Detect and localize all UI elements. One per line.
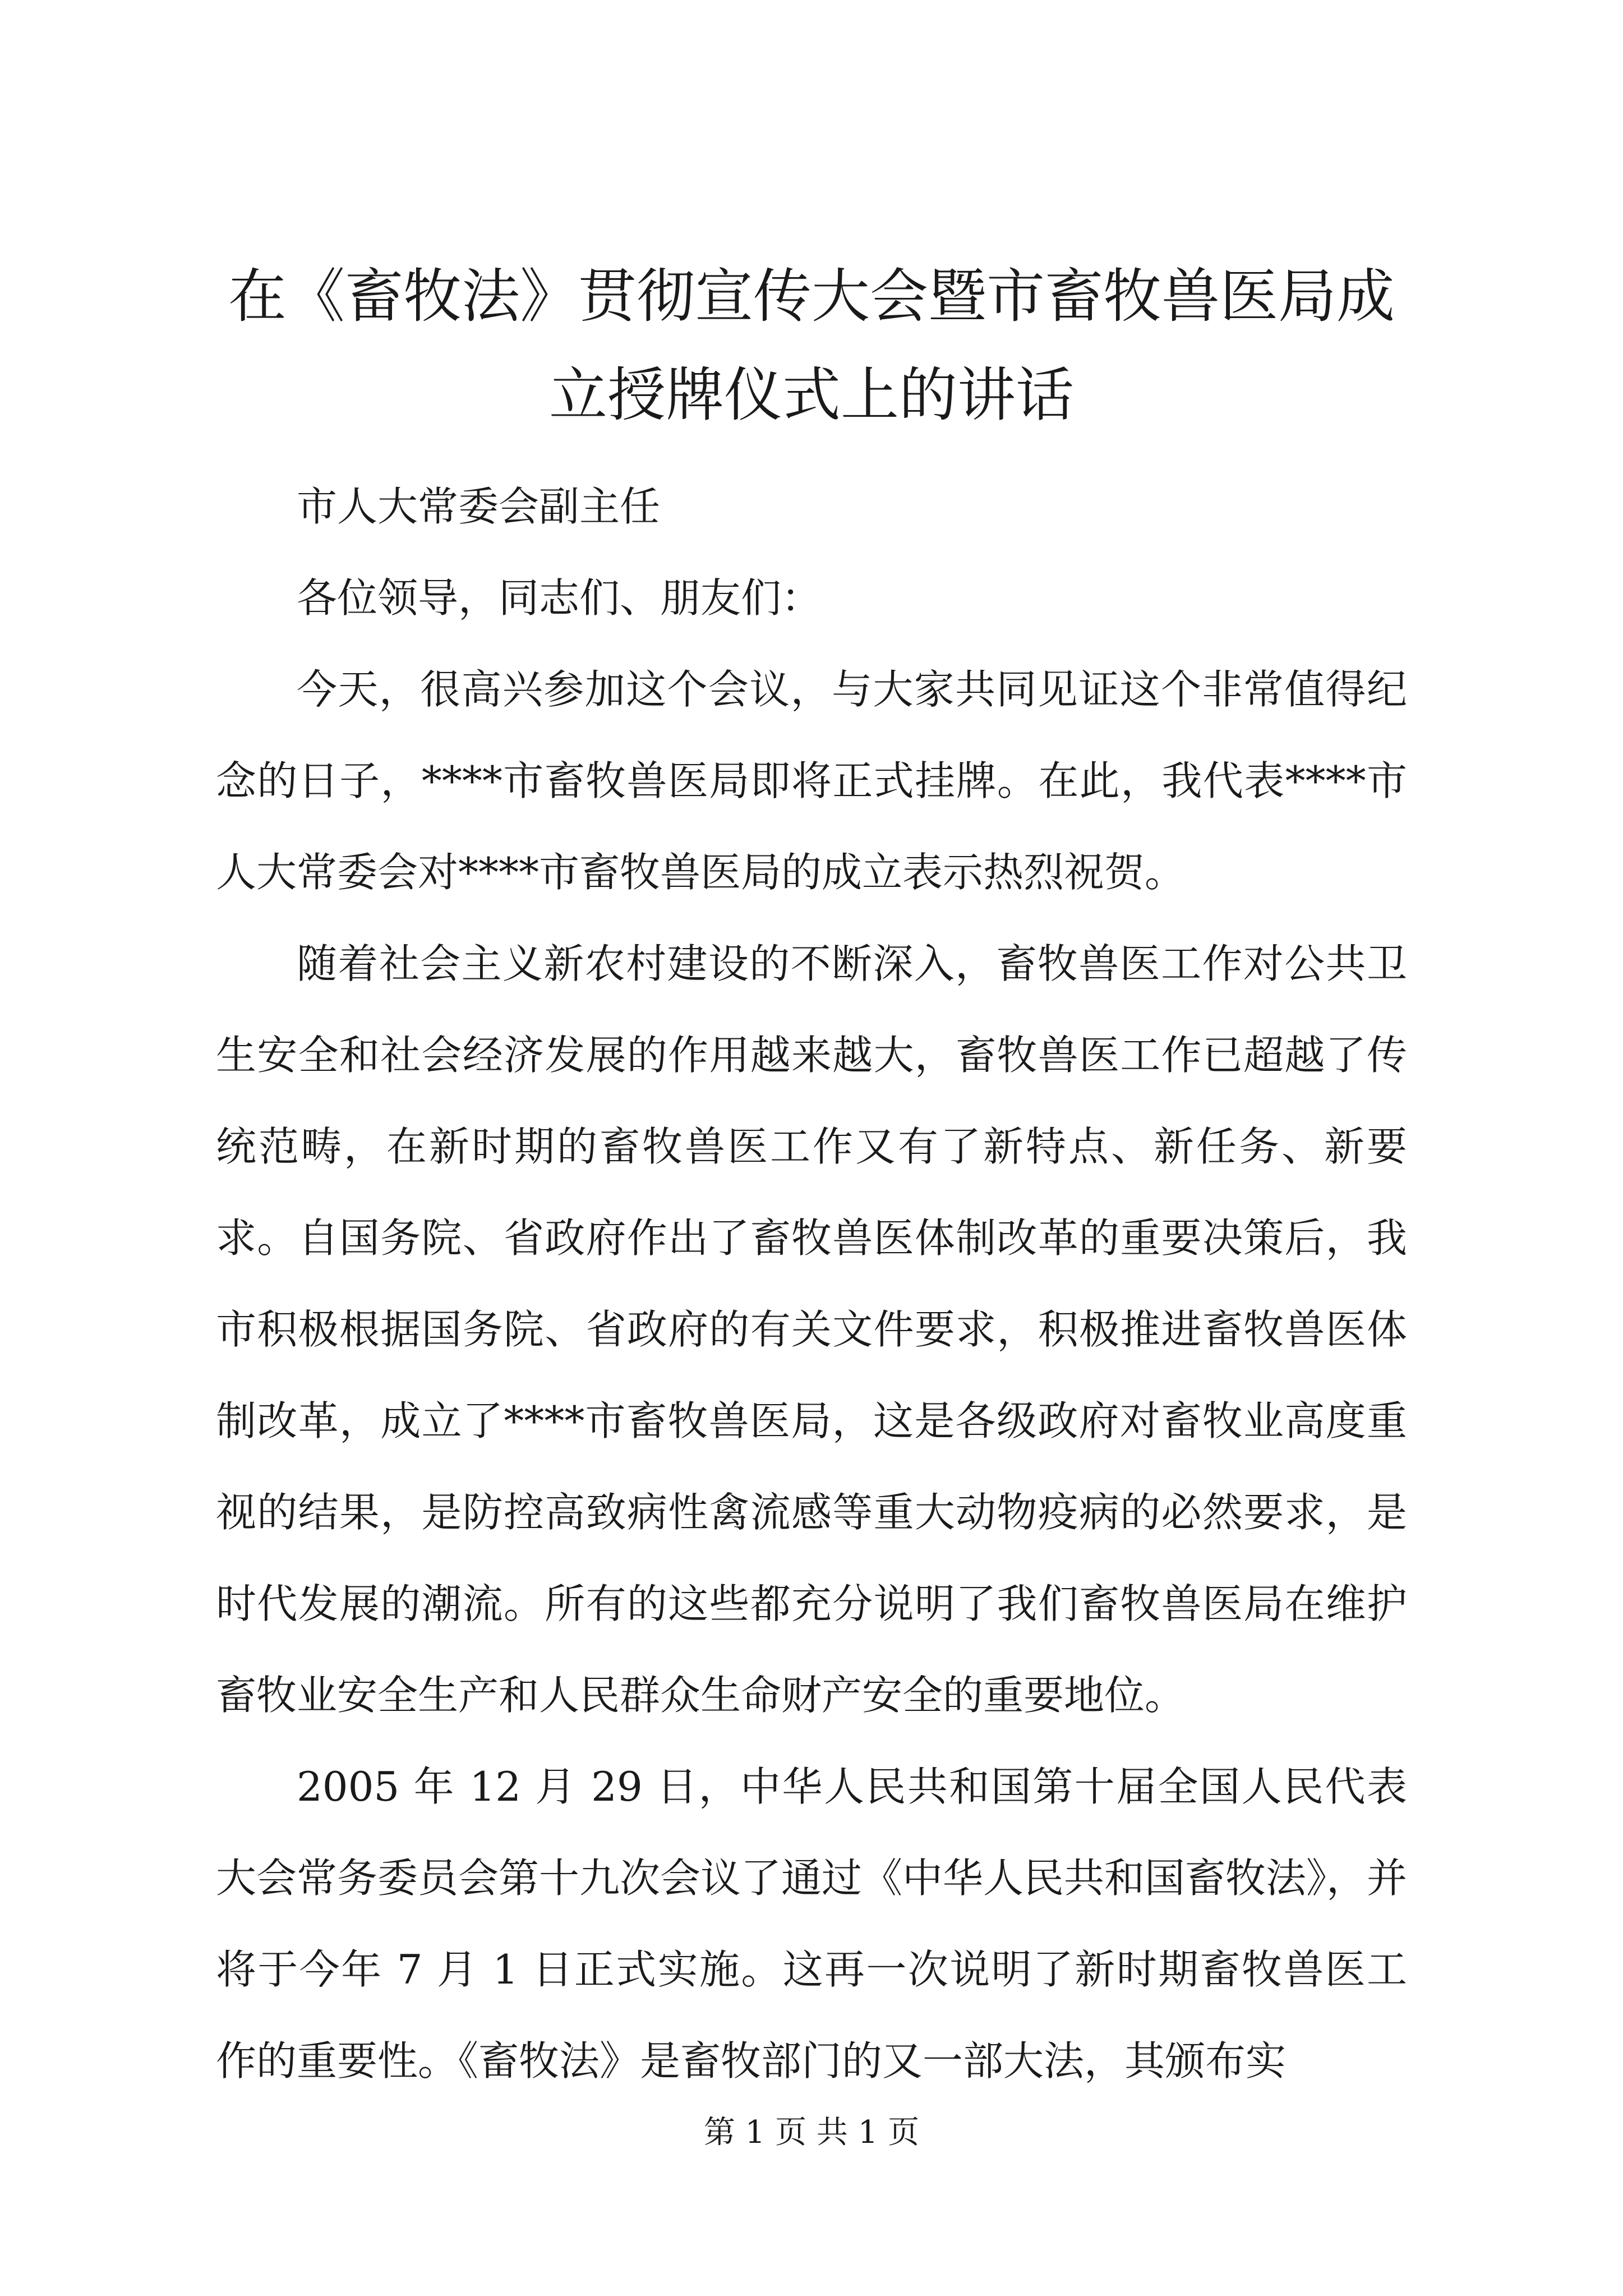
paragraph-opening: 今天，很高兴参加这个会议，与大家共同见证这个非常值得纪念的日子，****市畜牧兽医局即将正式挂牌。在此，我代表****市人大常委会对****市畜牧兽医局的成立表示热烈祝贺。: [216, 666, 1407, 896]
document-title: 在《畜牧法》贯彻宣传大会暨市畜牧兽医局成立授牌仪式上的讲话: [228, 262, 1395, 429]
document-body: [216, 461, 1407, 2107]
page-number-footer: 第 1 页 共 1 页: [703, 2114, 920, 2151]
speaker-line: 市人大常委会副主任: [297, 483, 661, 530]
paragraph-law: 2005 年 12 月 29 日，中华人民共和国第十届全国人民代表大会常务委员会第十九次会议了通过《中华人民共和国畜牧法》，并将于今年 7 月 1 日正式实施。这再一次说明了新时期畜牧兽医工作的重要性。《畜牧法》是畜牧部门的又一部大法，其颁布实: [216, 1763, 1408, 2085]
salutation: 各位领导，同志们、朋友们：: [297, 574, 822, 622]
paragraph-background: 随着社会主义新农村建设的不断深入，畜牧兽医工作对公共卫生安全和社会经济发展的作用越来越大，畜牧兽医工作已超越了传统范畴，在新时期的畜牧兽医工作又有了新特点、新任务、新要求。自国务院、省政府作出了畜牧兽医体制改革的重要决策后，我市积极根据国务院、省政府的有关文件要求，积极推进畜牧兽医体制改革，成立了****市畜牧兽医局，这是各级政府对畜牧业高度重视的结果，是防控高致病性禽流感等重大动物疫病的必然要求，是时代发展的潮流。所有的这些都充分说明了我们畜牧兽医局在维护畜牧业安全生产和人民群众生命财产安全的重要地位。: [216, 940, 1407, 1719]
